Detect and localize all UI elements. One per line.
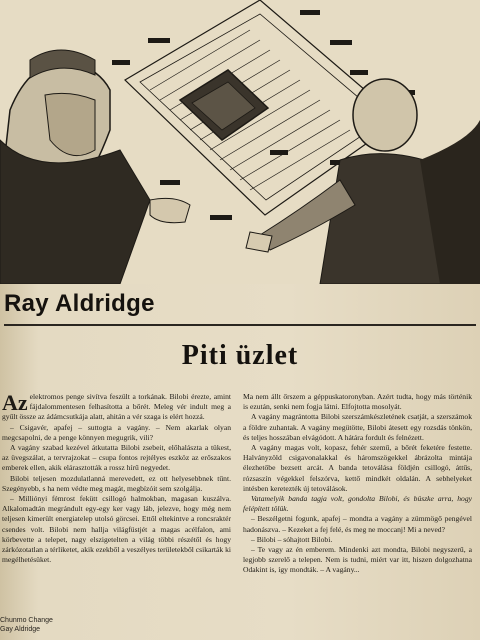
article-title: Piti üzlet [181,340,299,371]
paragraph: – Csigavér, apafej – suttogta a vagány. – Nem akarlak olyan megcsapolni, de a penge könnyen megugrik, vili? [2,422,231,442]
paragraph: – Beszélgetni fogunk, apafej – mondta a vagány a zümmögő pengével hadonászva. – Kezeket a fej felé, és meg ne moccanj! Mi a neved? [243,514,472,534]
author-name: Ray Aldridge [4,290,155,317]
paragraph: Vatamelyik banda tagja volt, gondolta Bilobi, és büszke arra, hogy felépített tölük. [243,494,472,514]
paragraph: A vagány magrántotta Bilobi szerszámkészletének csatját, a szerszámok a földre zuhantak. A vagány megütötte, Bilobi átesett egy rozsdás tönkön, és teljes hosszában elvágódott. A hátára fordult és felnézett. [243,412,472,442]
article-illustration [0,0,480,284]
paragraph: – Bilobi – sóhajtott Bilobi. [251,534,333,544]
column-right [243,392,472,632]
illustration-credit: Chunmo Change Gay Aldridge [0,617,53,633]
paragraph: – Milliónyi fémrost fekütt csillogó halmokban, magasan kuszálva. Alkalomadtán megrándult egy-egy ker vagy láb, jelezve, hogy még nem teljesen kimerült energiatelep utolsó görcsei. Ettől eltekintve a roncsraktér csendes volt. Bilobi nem hallja világfüstjét a magas acélfalon, ami körbevette a telepet, nagy elszigetelten a világ többi részétől és hogy zárkózotatlan a térliketet, akik ezekből a veszélyes területekből csikarták ki megélhetésüket. [2,494,231,565]
paragraph: – Te vagy az én emberem. Mindenki azt mondta, Bilobi negyszerű, a legjobb szerelő a telepen. Nem is tudni, miért var itt, hiszen dolgozhatna Odakint is, így mondták. – A vagány... [243,545,472,575]
drop-cap: Az [2,392,28,415]
byline [4,284,476,326]
paragraph: Az elektromos penge sivítva feszült a torkának. Bilobi érezte, amint fájdalommentesen felhasította a bőrét. Meleg vér indult meg a gyűlt össze az ádámcsutkája alatt, ahitán a vér szaga is elért hozzá. [2,392,231,422]
paragraph: A vagány szabad kezével átkutatta Bilobi zsebeit, előhalászta a tükest, az üvegszálat, a tervrajzokat – csupa fontos rejtélyes eszköz az erőszakos emberek ellen, akik elárasztották a rossz hírű negyedet. [2,443,231,473]
paragraph: A vagány magas volt, kopasz, fehér szemű, a bőrét feketére festette. Halványzöld csigavonalakkal és háromszögekkel ábrázolta mintája élezhetőbe bezsett arcát. A banda tetoválása földjén csillogó, áttűs, rózsaszín végekkel felszórva, kettő mindkét oldalán. A sebhelyeket intésben keretezték új tetoválások. [243,443,472,493]
article-body [2,392,472,632]
paragraph: Ma nem állt őrszem a géppuskatoronyban. Azért tudta, hogy más történik is ezután, senki nem fogja látni. Elfojtotta mosolyát. [243,392,472,412]
column-left [2,392,231,632]
paragraph: Bilobi teljesen mozdulatlanná merevedett, ez ott helyesebbnek tűnt. Szegényebb, s ha nem védte meg magát, megbízóit sem szolgálja. [2,473,231,493]
